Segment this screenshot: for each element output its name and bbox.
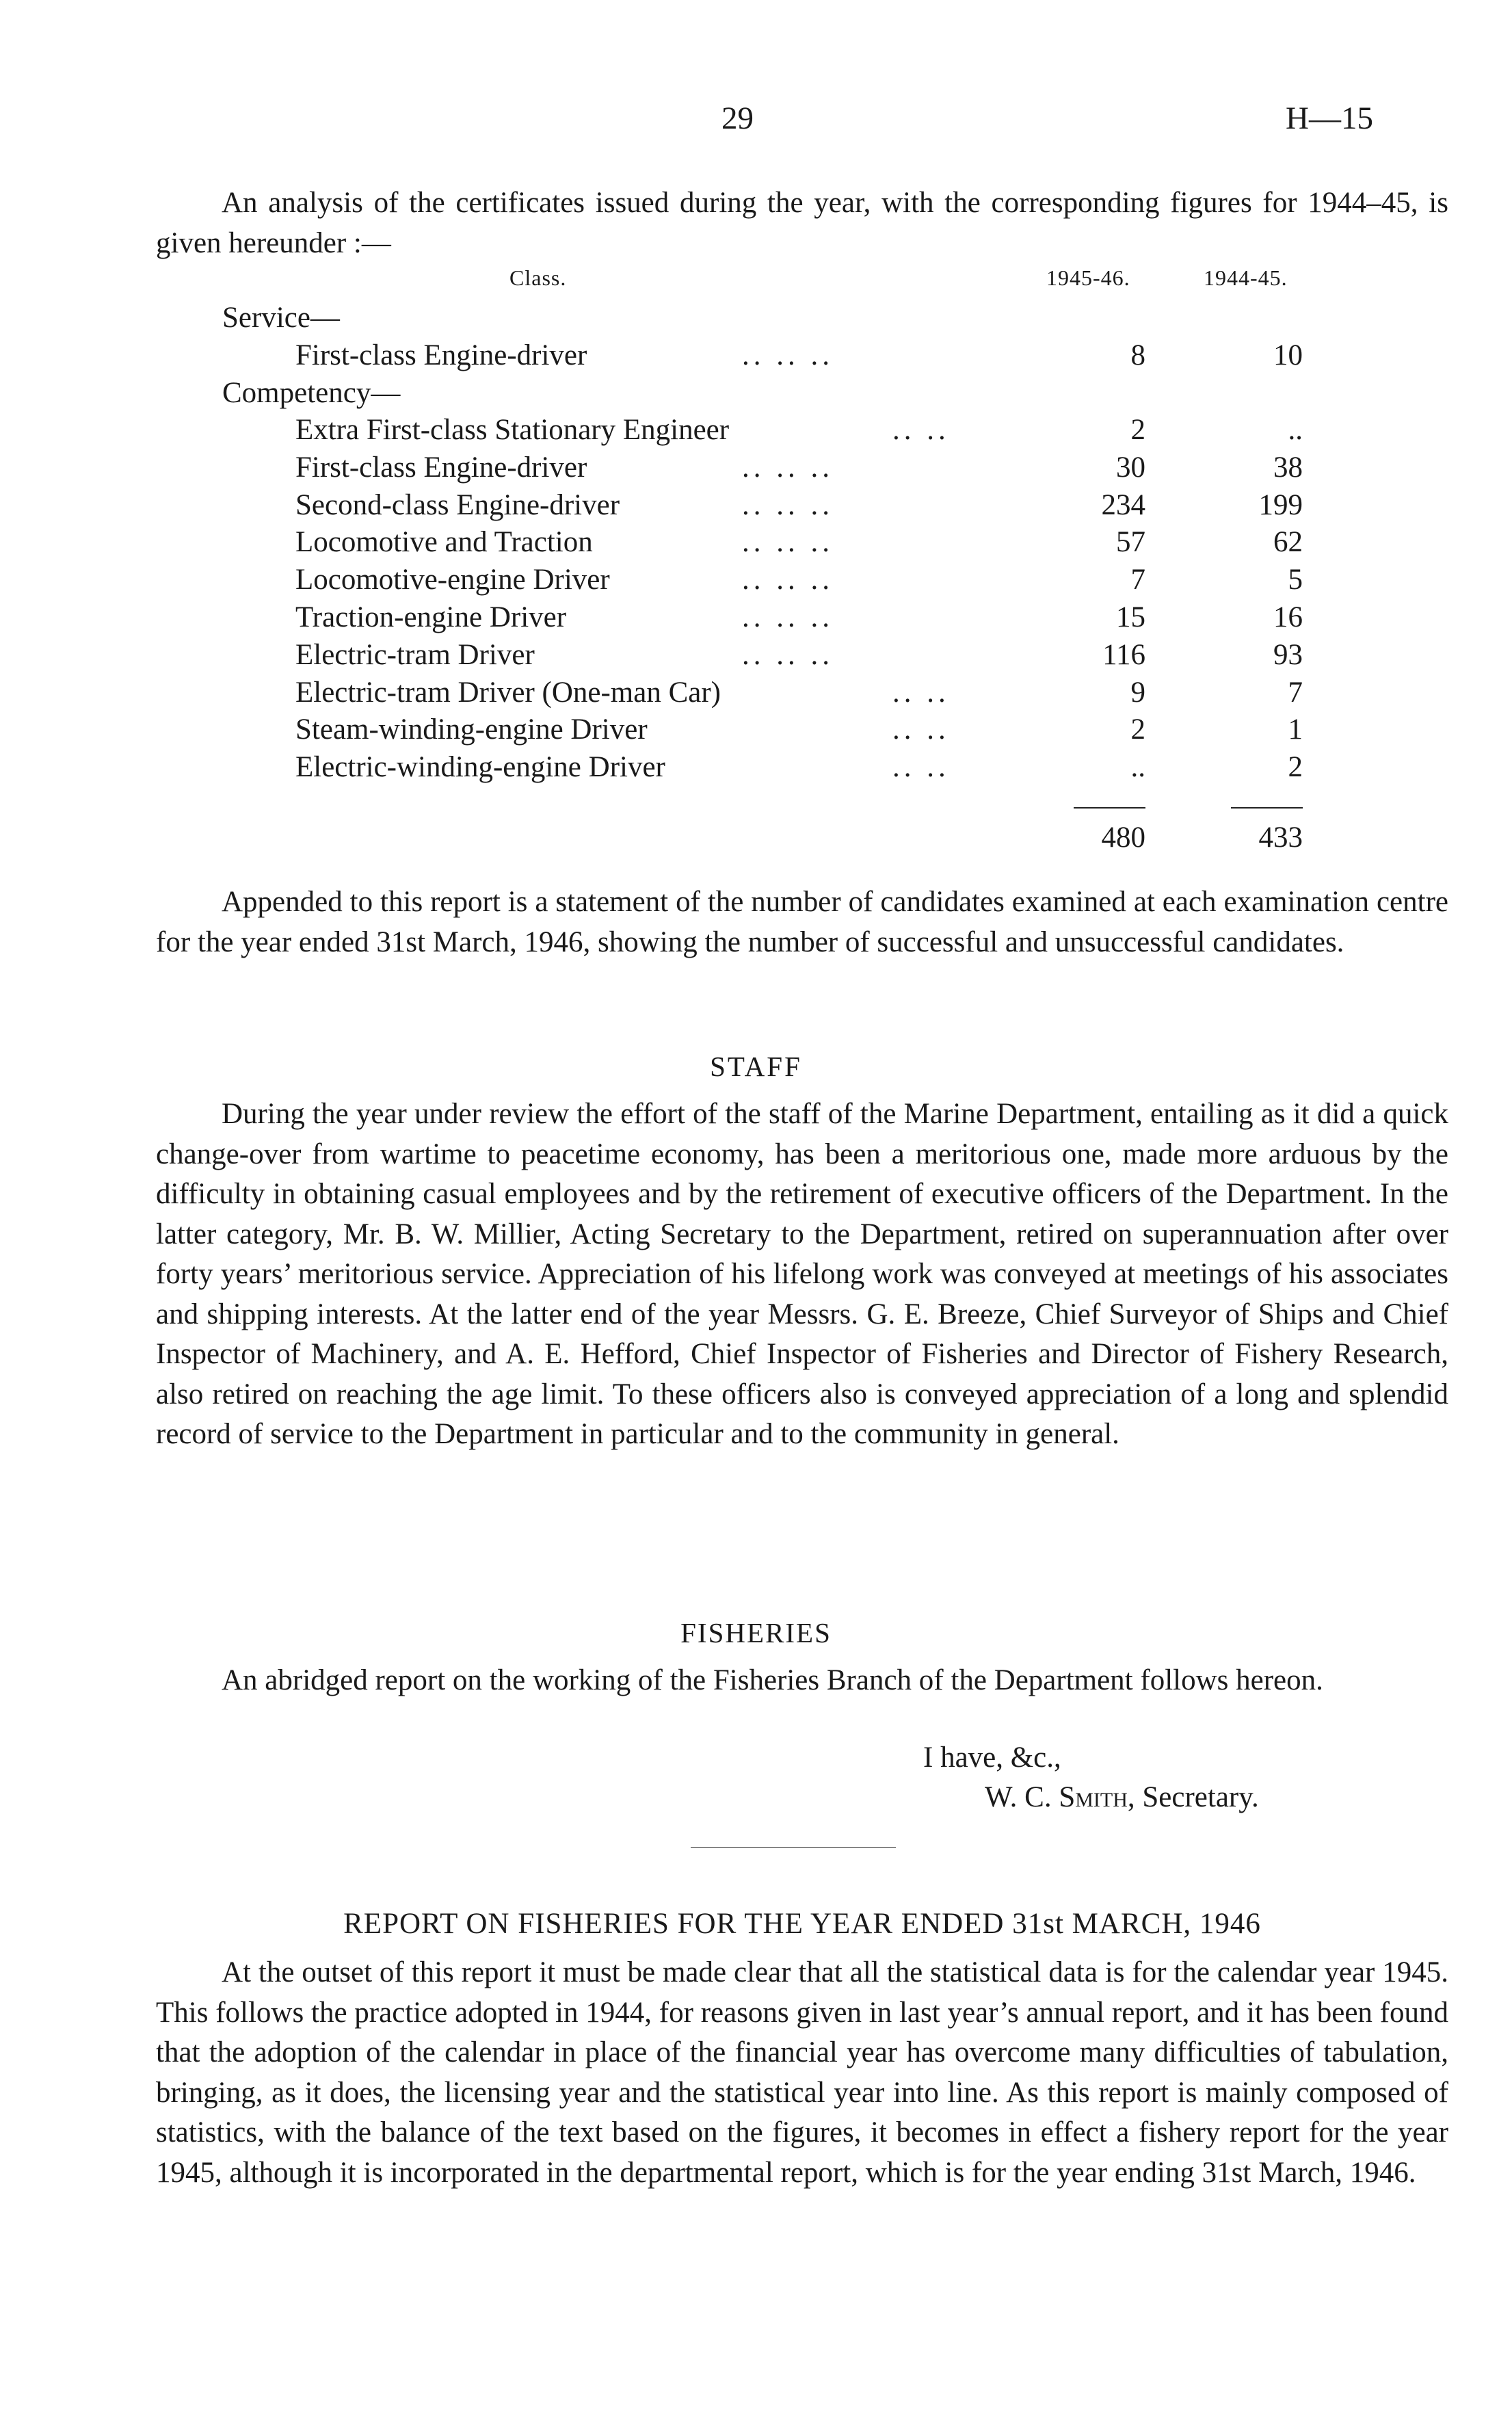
value-1944-45: 10 xyxy=(1273,339,1303,371)
report-text: At the outset of this report it must be made clear that all the statistical data is for the calendar year 1945. This follows the practice adopted in 1944, for reasons given in last year’s annual report, and it has been found that the adoption of the calendar in place of the financial year has overcome many difficulties of tabulation, bringing, as it does, the licensing year and the statistical year into line. As this report is mainly composed of statistics, with the balance of the text based on the figures, it becomes in effect a fishery report for the year 1945, although it is incorporated in the departmental report, which is for the year ending 31st March, 1946. xyxy=(156,1956,1448,2189)
leader-dots: .. .. .. xyxy=(742,339,834,371)
leader-dots: .. .. xyxy=(892,751,950,784)
leader-dots: .. .. .. xyxy=(742,638,834,671)
value-1945-46: 116 xyxy=(1102,638,1145,671)
appended-text: Appended to this report is a statement of the number of candidates examined at each examination centre for the year ended 31st March, 1946, showing the number of successful and unsuccessful candidates. xyxy=(156,886,1448,958)
fisheries-paragraph xyxy=(156,1661,1448,1701)
total-1944-45: 433 xyxy=(1258,822,1303,854)
row-label: Second-class Engine-driver xyxy=(295,488,620,521)
signoff-salutation: I have, &c., xyxy=(923,1742,1061,1774)
value-1945-46: 8 xyxy=(1130,339,1145,371)
row-label: Electric-tram Driver xyxy=(295,638,535,671)
leader-dots: .. .. xyxy=(892,676,950,709)
column-header-class: Class. xyxy=(509,265,567,290)
column-header-1944-45: 1944-45. xyxy=(1204,265,1288,290)
value-1945-46: 30 xyxy=(1116,451,1145,484)
leader-dots: .. .. xyxy=(892,414,950,446)
value-1944-45: 62 xyxy=(1273,526,1303,559)
leader-dots: .. .. .. xyxy=(742,451,834,484)
value-1944-45: 1 xyxy=(1288,713,1303,746)
staff-paragraph xyxy=(156,1094,1448,1455)
row-label: Electric-tram Driver (One-man Car) xyxy=(295,676,721,709)
signoff-signature xyxy=(985,1780,1259,1814)
value-1944-45: 2 xyxy=(1288,751,1303,784)
value-1944-45: 5 xyxy=(1288,564,1303,596)
leader-dots: .. .. .. xyxy=(742,564,834,596)
staff-heading: STAFF xyxy=(710,1051,802,1082)
row-label: Traction-engine Driver xyxy=(295,601,567,633)
section-divider xyxy=(691,1847,896,1848)
value-1944-45: .. xyxy=(1288,414,1303,446)
leader-dots: .. .. .. xyxy=(742,526,834,559)
leader-dots: .. .. xyxy=(892,713,950,746)
intro-paragraph xyxy=(156,183,1448,263)
value-1945-46: 234 xyxy=(1101,488,1145,521)
row-label: First-class Engine-driver xyxy=(295,451,587,484)
value-1944-45: 93 xyxy=(1273,638,1303,671)
total-rule-b xyxy=(1231,807,1303,809)
value-1945-46: 7 xyxy=(1130,564,1145,596)
group-competency: Competency— xyxy=(222,377,401,409)
report-paragraph xyxy=(156,1953,1448,2193)
staff-text: During the year under review the effort of the staff of the Marine Department, entailing as it did a quick change-over from wartime to peacetime economy, has been a meritorious one, made more arduous by the difficulty in obtaining casual employees and by the retirement of executive officers of the Department. In the latter category, Mr. B. W. Millier, Acting Secretary to the Department, retired on superannuation after over forty years’ meritorious service. Appreciation of his lifelong work was conveyed at meetings of his associates and shipping interests. At the latter end of the year Messrs. G. E. Breeze, Chief Surveyor of Ships and Chief Inspector of Machinery, and A. E. Hefford, Chief Inspector of Fisheries and Director of Fishery Research, also retired on reaching the age limit. To these officers also is conveyed appreciation of a long and splendid record of service to the Department in particular and to the community in general. xyxy=(156,1098,1448,1450)
value-1945-46: 9 xyxy=(1130,676,1145,709)
value-1945-46: .. xyxy=(1130,751,1145,784)
signoff-name: W. C. Smith xyxy=(985,1781,1128,1813)
group-service: Service— xyxy=(222,302,340,334)
document-reference: H—15 xyxy=(1286,101,1373,136)
page-number: 29 xyxy=(721,101,754,136)
value-1945-46: 2 xyxy=(1130,713,1145,746)
value-1945-46: 2 xyxy=(1130,414,1145,446)
row-label: Electric-winding-engine Driver xyxy=(295,751,665,784)
value-1945-46: 15 xyxy=(1116,601,1145,633)
fisheries-text: An abridged report on the working of the Fisheries Branch of the Department follows hereon. xyxy=(222,1664,1323,1696)
total-rule-a xyxy=(1074,807,1145,809)
row-label: Locomotive-engine Driver xyxy=(295,564,610,596)
value-1944-45: 7 xyxy=(1288,676,1303,709)
value-1944-45: 199 xyxy=(1258,488,1303,521)
fisheries-heading: FISHERIES xyxy=(680,1617,832,1648)
total-1945-46: 480 xyxy=(1101,822,1145,854)
report-heading: REPORT ON FISHERIES FOR THE YEAR ENDED 31st MARCH, 1946 xyxy=(343,1908,1261,1940)
row-label: First-class Engine-driver xyxy=(295,339,587,371)
row-label: Locomotive and Traction xyxy=(295,526,593,559)
value-1945-46: 57 xyxy=(1116,526,1145,559)
intro-text: An analysis of the certificates issued during the year, with the corresponding figures for 1944–45, is given hereunder :— xyxy=(156,187,1448,259)
row-label: Extra First-class Stationary Engineer xyxy=(295,414,730,446)
value-1944-45: 38 xyxy=(1273,451,1303,484)
signoff-title: , Secretary. xyxy=(1127,1781,1259,1813)
appended-paragraph xyxy=(156,882,1448,962)
row-label: Steam-winding-engine Driver xyxy=(295,713,648,746)
value-1944-45: 16 xyxy=(1273,601,1303,633)
leader-dots: .. .. .. xyxy=(742,601,834,633)
column-header-1945-46: 1945-46. xyxy=(1046,265,1130,290)
leader-dots: .. .. .. xyxy=(742,488,834,521)
